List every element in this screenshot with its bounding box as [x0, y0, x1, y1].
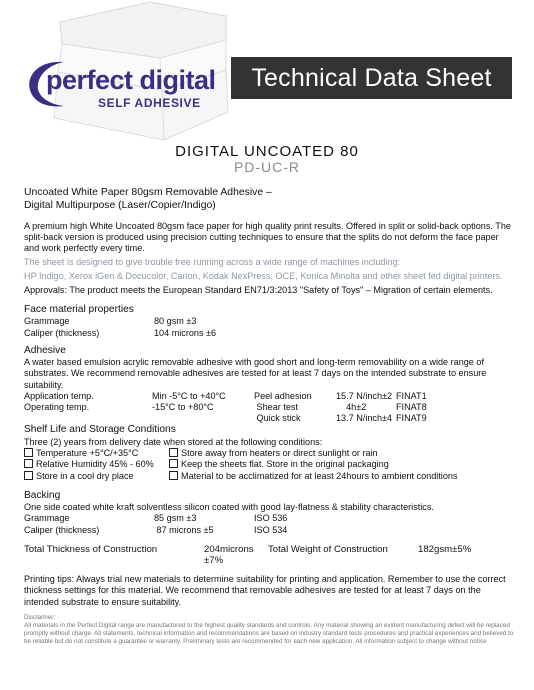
subtitle-line-1: Uncoated White Paper 80gsm Removable Adhesive –: [24, 187, 272, 198]
face-label: Caliper (thickness): [24, 327, 100, 338]
disclaimer-heading: Disclaimer:: [24, 613, 56, 621]
product-name: DIGITAL UNCOATED 80: [175, 143, 359, 160]
shelf-cond: Store in a cool dry place: [36, 470, 134, 481]
adhesive-cell: 4h±2: [336, 402, 367, 413]
document-body: [24, 187, 514, 646]
adhesive-cell: FINAT9: [396, 413, 427, 424]
adhesive-row: [24, 413, 514, 424]
shelf-cond: Relative Humidity 45% - 60%: [36, 459, 154, 470]
adhesive-cell: Quick stick: [254, 413, 301, 424]
checkbox-icon: [24, 459, 33, 468]
adhesive-cell: 15.7 N/inch±2: [336, 390, 393, 401]
thickness-value: 204microns ±7%: [204, 543, 254, 567]
machines-list: HP Indigo, Xerox iGen & Docucolor, Canon, Kodak NexPress, OCE, Konica Minolta and other sheet fed digital printers.: [24, 271, 503, 282]
adhesive-cell: 13.7 N/inch±4: [336, 413, 393, 424]
disclaimer-text: All materials in the Perfect Digital range are manufactured to the highest quality standards and controls. Any material showing an evident manufacturing defect will be replaced promptly without charge. All statements, technical information and recommendations are based on industry standard tests procedures and practical experiences and believed to be reliable but do not constitute a guarantee or warranty. Preliminary tests are recommended for each new application. All information subject to change without notice: [24, 621, 514, 646]
tips-label: Printing tips:: [24, 574, 75, 585]
tips-text: Always trial new materials to determine suitability for printing and application. Remember to use the correct thickness settings for this material. We recommend that removable adhesives are tested for at least 7 days on the intended substrate to ensure suitability.: [24, 574, 506, 607]
weight-value: 182gsm±5%: [418, 543, 472, 555]
logo-subtext: SELF ADHESIVE: [98, 96, 201, 110]
shelf-cond: Temperature +5°C/+35°C: [36, 448, 139, 459]
adhesive-cell: FINAT8: [396, 402, 427, 413]
shelf-row: [24, 448, 514, 459]
adhesive-text: A water based emulsion acrylic removable adhesive with good short and long-term removability on a wide range of substrates. We recommend removable adhesives are tested for at least 7 days on the intended substrate to ensure suitability.: [24, 357, 487, 390]
shelf-cond: Material to be acclimatized for at least 24hours to ambient conditions: [181, 470, 458, 481]
adhesive-cell: Min -5°C to +40°C: [152, 390, 226, 401]
adhesive-cell: Shear test: [254, 402, 298, 413]
intro-text-c: face paper for high quality print results. Offered in split or solid-back options. The split-back version is produced using precision cutting techniques to ensure that the splits do not deform the face paper and work perfectly every time.: [24, 220, 511, 253]
shelf-cond: Keep the sheets flat. Store in the original packaging: [181, 459, 389, 470]
intro-paragraph: [24, 221, 514, 255]
checkbox-icon: [169, 471, 178, 480]
backing-label: Grammage: [24, 513, 70, 524]
backing-value: 87 microns ±5: [154, 524, 214, 535]
header: [0, 0, 534, 150]
adhesive-cell: Peel adhesion: [254, 390, 312, 401]
adhesive-cell: [24, 413, 152, 424]
backing-row: [24, 525, 514, 536]
sheet-title: Technical Data Sheet: [231, 57, 512, 99]
backing-value: 85 gsm ±3: [154, 513, 197, 524]
weight-label: Total Weight of Construction: [268, 543, 388, 555]
backing-row: [24, 513, 514, 524]
product-code: PD-UC-R: [233, 159, 301, 175]
face-label: Grammage: [24, 316, 70, 327]
printing-tips: [24, 574, 514, 608]
adhesive-cell: Operating temp.: [24, 402, 90, 413]
checkbox-icon: [24, 471, 33, 480]
backing-label: Caliper (thickness): [24, 524, 100, 535]
face-row: [24, 328, 514, 339]
shelf-heading: Shelf Life and Storage Conditions: [24, 424, 176, 436]
machines-intro: The sheet is designed to give trouble free running across a wide range of machines including:: [24, 257, 401, 268]
subtitle-line-2: Digital Multipurpose (Laser/Copier/Indigo): [24, 199, 216, 211]
face-value: 104 microns ±6: [154, 327, 217, 338]
checkbox-icon: [169, 448, 178, 457]
totals-row: [24, 544, 514, 566]
shelf-intro: Three (2) years from delivery date when stored at the following conditions:: [24, 436, 323, 447]
adhesive-cell: FINAT1: [396, 390, 427, 401]
face-material-heading: Face material properties: [24, 303, 134, 315]
face-row: [24, 316, 514, 327]
logo-text: perfect digital: [46, 65, 216, 95]
adhesive-cell: -15°C to +80°C: [152, 402, 214, 413]
shelf-cond: Store away from heaters or direct sunlight or rain: [181, 448, 378, 459]
checkbox-icon: [24, 448, 33, 457]
adhesive-row: [24, 391, 514, 402]
shelf-row: [24, 459, 514, 470]
backing-heading: Backing: [24, 489, 61, 501]
adhesive-cell: Application temp.: [24, 390, 94, 401]
checkbox-icon: [169, 459, 178, 468]
shelf-row: [24, 471, 514, 482]
adhesive-heading: Adhesive: [24, 344, 66, 356]
adhesive-row: [24, 402, 514, 413]
intro-text-highlight: White Uncoated 80gsm: [89, 220, 185, 231]
adhesive-cell: [152, 413, 254, 424]
face-value: 80 gsm ±3: [154, 316, 197, 327]
backing-text: One side coated white kraft solventless silicon coated with good lay-flatness & stability characteristics.: [24, 502, 434, 513]
thickness-label: Total Thickness of Construction: [24, 543, 158, 555]
approvals: Approvals: The product meets the European Standard EN71/3:2013 "Safety of Toys" – Migration of certain elements.: [24, 284, 493, 295]
backing-std: ISO 534: [254, 524, 288, 535]
backing-std: ISO 536: [254, 513, 288, 524]
intro-text-a: A premium high: [24, 220, 90, 231]
